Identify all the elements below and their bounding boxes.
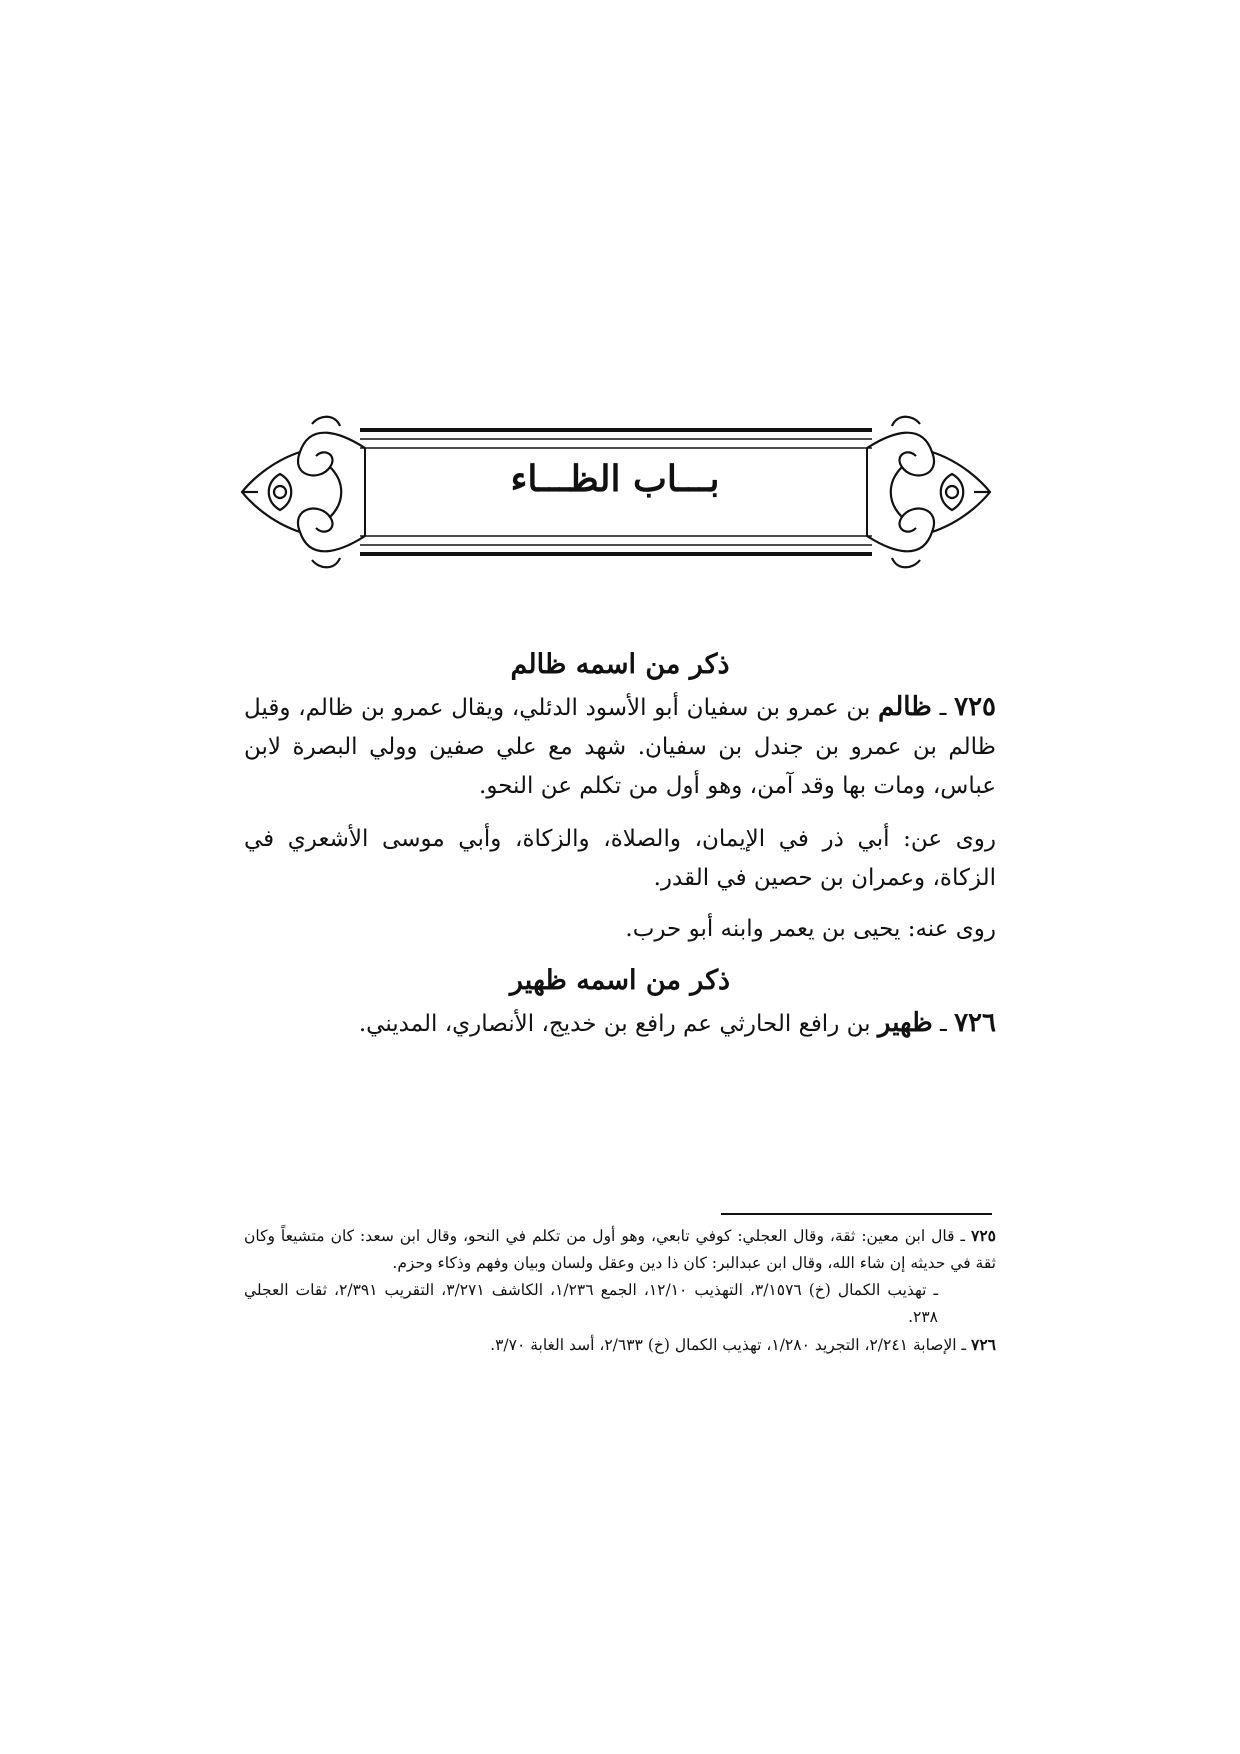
biography-entry — [244, 1004, 996, 1044]
section-heading: ذكر من اسمه ظهير — [509, 965, 731, 996]
footnote-number: ٧٢٦ — [971, 1335, 996, 1354]
main-content — [244, 645, 996, 1058]
footnote-text: قال ابن معين: ثقة، وقال العجلي: كوفي تابعي، وهو أول من تكلم في النحو، وقال ابن سعد: كان متشيعاً وكان ثقة في حديثه إن شاء الله، وقال ابن عبدالبر: كان ذا دين وعقل ولسان وبيان وفهم وذكاء وحزم. — [244, 1227, 996, 1272]
footnote-725 — [244, 1222, 996, 1277]
footnote-number: ٧٢٥ — [971, 1226, 996, 1245]
entry-number: ٧٢٦ — [954, 1008, 996, 1038]
section-zalim — [244, 645, 996, 949]
footnote-text: الإصابة ٢/٢٤١، التجريد ١/٢٨٠، تهذيب الكمال (خ) ٢/٦٣٣، أسد الغابة ٣/٧٠. — [490, 1336, 957, 1354]
entry-dash: ـ — [931, 695, 947, 721]
footnote-separator — [721, 1213, 992, 1215]
chapter-title: بـــاب الظـــاء — [510, 458, 720, 500]
entry-text: بن عمرو بن سفيان أبو الأسود الدئلي، ويقال عمرو بن ظالم، وقيل ظالم بن عمرو بن جندل بن سفيان. شهد مع علي صفين وولي البصرة لابن عباس، ومات بها وقد آمن، وهو أول من تكلم عن النحو. — [244, 695, 996, 799]
narrated-from: روى عن: أبي ذر في الإيمان، والصلاة، والزكاة، وأبي موسى الأشعري في الزكاة، وعمران بن حصين في القدر. — [244, 826, 996, 891]
section-heading: ذكر من اسمه ظالم — [510, 649, 730, 680]
footnotes — [244, 1222, 996, 1359]
footnote-725-refs: ـ تهذيب الكمال (خ) ٣/١٥٧٦، التهذيب ١٢/١٠، الجمع ١/٢٣٦، الكاشف ٣/٢٧١، التقريب ٢/٣٩١، ثقات العجلي ٢٣٨. — [244, 1281, 939, 1326]
entry-number: ٧٢٥ — [954, 692, 997, 722]
biography-entry — [244, 688, 996, 806]
entry-dash: ـ — [932, 1011, 947, 1037]
narrated-by: روى عنه: يحيى بن يعمر وابنه أبو حرب. — [625, 916, 996, 942]
footnote-dash: ـ — [954, 1227, 966, 1245]
footnote-dash: ـ — [956, 1336, 967, 1354]
section-zuhair — [244, 961, 996, 1044]
entry-name: ظالم — [878, 692, 932, 722]
footnote-726 — [244, 1331, 996, 1359]
entry-text: بن رافع الحارثي عم رافع بن خديج، الأنصاري، المديني. — [358, 1011, 871, 1037]
entry-name: ظهير — [877, 1008, 933, 1038]
